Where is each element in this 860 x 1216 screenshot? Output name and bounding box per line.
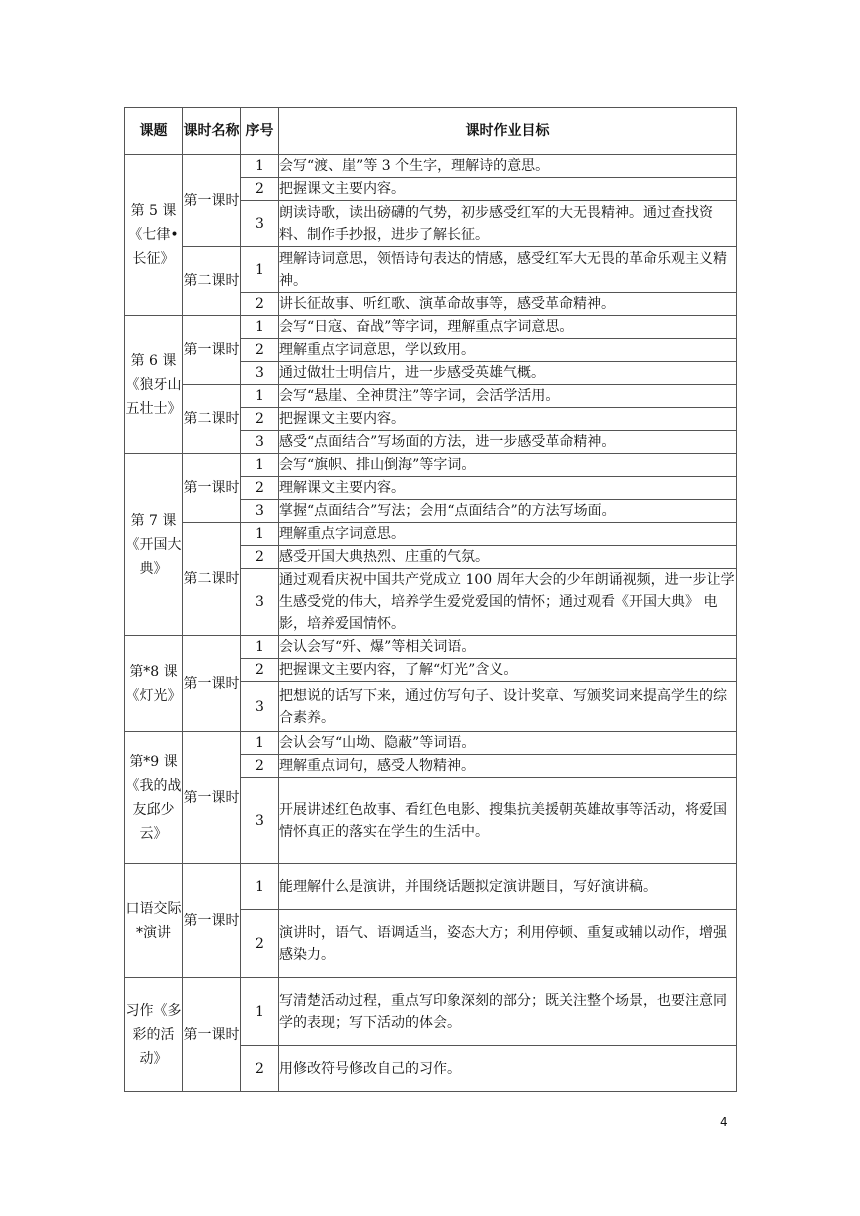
goal-cell: 写清楚活动过程，重点写印象深刻的部分；既关注整个场景，也要注意同学的表现；写下活动的体会。: [279, 978, 737, 1046]
goal-cell: 把握课文主要内容，了解“灯光”含义。: [279, 659, 737, 682]
goal-cell: 把握课文主要内容。: [279, 408, 737, 431]
item-number-cell: 2: [241, 546, 279, 569]
item-number-cell: 3: [241, 569, 279, 636]
table-row: [125, 454, 737, 477]
header-goal: 课时作业目标: [279, 108, 737, 155]
item-number-cell: 2: [241, 477, 279, 500]
header-num: 序号: [241, 108, 279, 155]
goal-cell: 理解重点词句，感受人物精神。: [279, 755, 737, 778]
item-number-cell: 3: [241, 201, 279, 247]
lesson-title-cell: 第*9 课《我的战友邱少云》: [125, 732, 183, 864]
goal-cell: 会写“渡、崖”等 3 个生字，理解诗的意思。: [279, 155, 737, 178]
item-number-cell: 1: [241, 316, 279, 339]
item-number-cell: 3: [241, 431, 279, 454]
goal-cell: 通过观看庆祝中国共产党成立 100 周年大会的少年朗诵视频，进一步让学生感受党的伟大，培养学生爱党爱国的情怀；通过观看《开国大典》 电影，培养爱国情怀。: [279, 569, 737, 636]
header-lesson: 课题: [125, 108, 183, 155]
goal-cell: 朗读诗歌，读出磅礴的气势，初步感受红军的大无畏精神。通过查找资料、制作手抄报，进步了解长征。: [279, 201, 737, 247]
item-number-cell: 2: [241, 408, 279, 431]
item-number-cell: 1: [241, 247, 279, 293]
lesson-title-cell: 第 5 课《七律•长征》: [125, 155, 183, 316]
goal-cell: 会认会写“歼、爆”等相关词语。: [279, 636, 737, 659]
item-number-cell: 1: [241, 385, 279, 408]
goal-cell: 通过做壮士明信片，进一步感受英雄气概。: [279, 362, 737, 385]
goal-cell: 感受开国大典热烈、庄重的气氛。: [279, 546, 737, 569]
item-number-cell: 1: [241, 155, 279, 178]
goal-cell: 理解课文主要内容。: [279, 477, 737, 500]
table-row: [125, 978, 737, 1046]
table-row: [125, 316, 737, 339]
goal-cell: 把想说的话写下来，通过仿写句子、设计奖章、写颁奖词来提高学生的综合素养。: [279, 682, 737, 732]
goal-cell: 演讲时，语气、语调适当，姿态大方；利用停顿、重复或辅以动作，增强感染力。: [279, 910, 737, 978]
period-name-cell: 第一课时: [183, 454, 241, 523]
item-number-cell: 1: [241, 636, 279, 659]
table-row: [125, 247, 737, 293]
goal-cell: 讲长征故事、听红歌、演革命故事等，感受革命精神。: [279, 293, 737, 316]
goal-cell: 会写“旗帜、排山倒海”等字词。: [279, 454, 737, 477]
period-name-cell: 第一课时: [183, 732, 241, 864]
item-number-cell: 1: [241, 523, 279, 546]
item-number-cell: 3: [241, 682, 279, 732]
period-name-cell: 第二课时: [183, 523, 241, 636]
item-number-cell: 1: [241, 732, 279, 755]
lesson-title-cell: 第 6 课《狼牙山五壮士》: [125, 316, 183, 454]
header-period: 课时名称: [183, 108, 241, 155]
table-row: [125, 385, 737, 408]
table-row: [125, 523, 737, 546]
goal-cell: 感受“点面结合”写场面的方法，进一步感受革命精神。: [279, 431, 737, 454]
table-row: [125, 636, 737, 659]
goal-cell: 理解诗词意思，领悟诗句表达的情感，感受红军大无畏的革命乐观主义精神。: [279, 247, 737, 293]
item-number-cell: 3: [241, 778, 279, 864]
lesson-title-cell: 习作《多彩的活动》: [125, 978, 183, 1092]
goal-cell: 会写“悬崖、全神贯注”等字词，会活学活用。: [279, 385, 737, 408]
goal-cell: 用修改符号修改自己的习作。: [279, 1046, 737, 1092]
table-row: [125, 864, 737, 910]
item-number-cell: 2: [241, 1046, 279, 1092]
period-name-cell: 第二课时: [183, 385, 241, 454]
goal-cell: 开展讲述红色故事、看红色电影、搜集抗美援朝英雄故事等活动，将爱国情怀真正的落实在学生的生活中。: [279, 778, 737, 864]
item-number-cell: 2: [241, 293, 279, 316]
period-name-cell: 第一课时: [183, 864, 241, 978]
period-name-cell: 第一课时: [183, 316, 241, 385]
goal-cell: 能理解什么是演讲，并围绕话题拟定演讲题目，写好演讲稿。: [279, 864, 737, 910]
lesson-title-cell: 第*8 课《灯光》: [125, 636, 183, 732]
item-number-cell: 2: [241, 178, 279, 201]
item-number-cell: 3: [241, 500, 279, 523]
goal-cell: 把握课文主要内容。: [279, 178, 737, 201]
table-row: [125, 732, 737, 755]
period-name-cell: 第一课时: [183, 155, 241, 247]
period-name-cell: 第一课时: [183, 636, 241, 732]
lesson-title-cell: 第 7 课《开国大典》: [125, 454, 183, 636]
period-name-cell: 第一课时: [183, 978, 241, 1092]
item-number-cell: 1: [241, 454, 279, 477]
goal-cell: 掌握“点面结合”写法；会用“点面结合”的方法写场面。: [279, 500, 737, 523]
lesson-title-cell: 口语交际*演讲: [125, 864, 183, 978]
page-number: 4: [720, 1115, 728, 1129]
period-name-cell: 第二课时: [183, 247, 241, 316]
item-number-cell: 2: [241, 755, 279, 778]
item-number-cell: 2: [241, 659, 279, 682]
lesson-goals-table: [124, 107, 737, 1092]
goal-cell: 会认会写“山坳、隐蔽”等词语。: [279, 732, 737, 755]
table-header-row: [125, 108, 737, 155]
item-number-cell: 1: [241, 978, 279, 1046]
goal-cell: 理解重点字词意思，学以致用。: [279, 339, 737, 362]
item-number-cell: 3: [241, 362, 279, 385]
goal-cell: 会写“日寇、奋战”等字词，理解重点字词意思。: [279, 316, 737, 339]
goal-cell: 理解重点字词意思。: [279, 523, 737, 546]
item-number-cell: 1: [241, 864, 279, 910]
item-number-cell: 2: [241, 910, 279, 978]
table-row: [125, 155, 737, 178]
item-number-cell: 2: [241, 339, 279, 362]
